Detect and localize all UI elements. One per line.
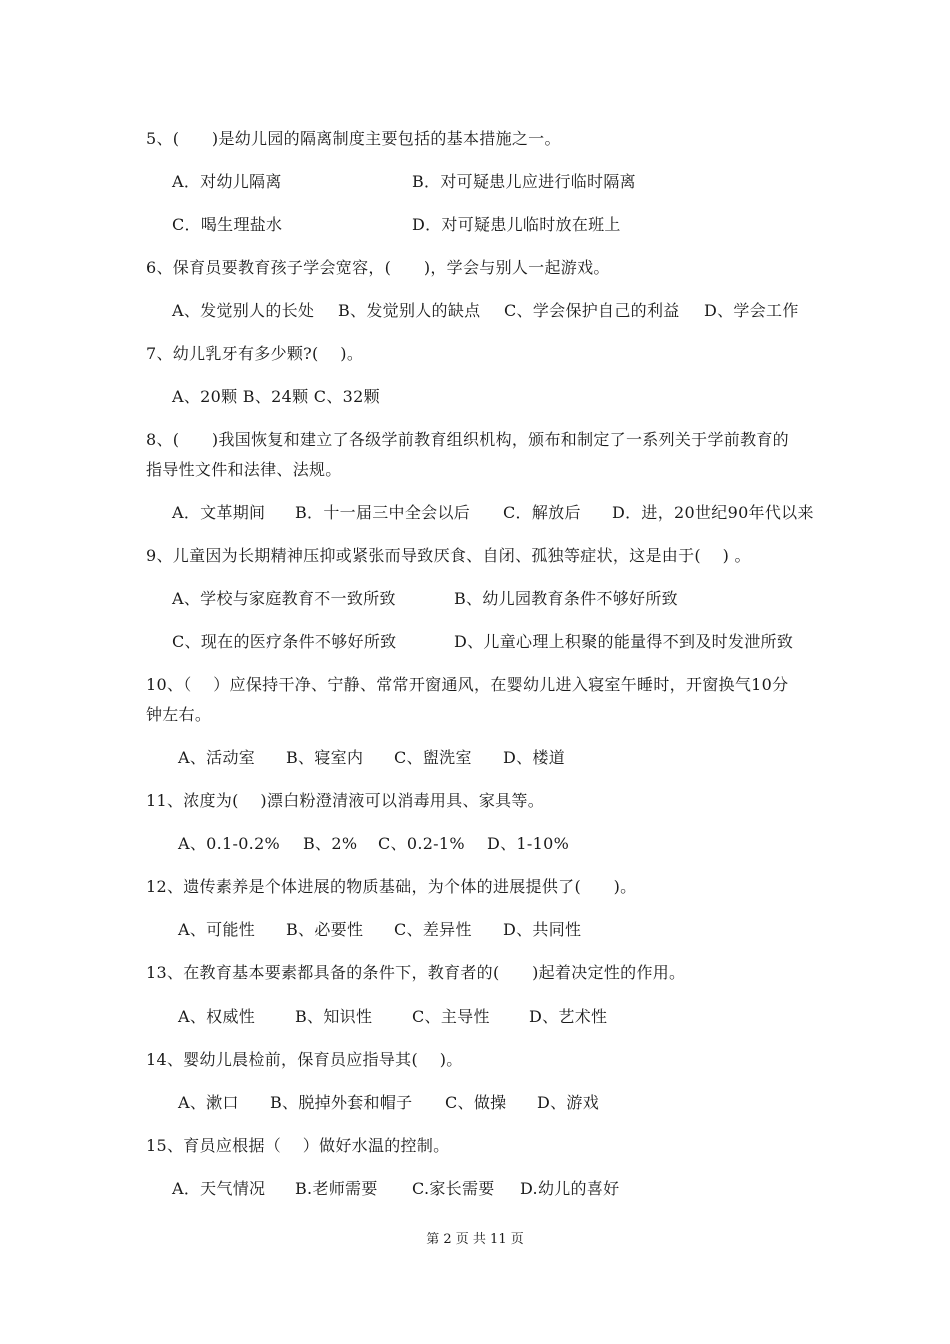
question-6-option-d: D、学会工作	[704, 301, 799, 320]
question-13-option-c: C、主导性	[412, 1007, 490, 1026]
question-12-option-d: D、共同性	[503, 920, 582, 939]
question-12-option-b: B、必要性	[286, 920, 364, 939]
question-9-stem: 9、儿童因为长期精神压抑或紧张而导致厌食、自闭、孤独等症状，这是由于( ) 。	[146, 546, 751, 565]
question-5-option-c: C．喝生理盐水	[172, 215, 283, 234]
question-10-option-d: D、楼道	[503, 748, 566, 767]
question-14-option-d: D、游戏	[537, 1093, 600, 1112]
question-6-option-b: B、发觉别人的缺点	[338, 301, 481, 320]
question-9-option-d: D、儿童心理上积聚的能量得不到及时发泄所致	[454, 632, 794, 651]
question-5-option-a: A．对幼儿隔离	[172, 172, 282, 191]
question-8-option-c: C．解放后	[503, 503, 581, 522]
question-11-option-a: A、0.1-0.2%	[178, 834, 281, 853]
question-10-stem-line-1: 10、（ ）应保持干净、宁静、常常开窗通风，在婴幼儿进入寝室午睡时，开窗换气10分	[146, 675, 789, 694]
question-14-option-b: B、脱掉外套和帽子	[270, 1093, 413, 1112]
question-8-option-b: B．十一届三中全会以后	[295, 503, 471, 522]
question-10-stem-line-2: 钟左右。	[146, 705, 212, 724]
question-12-option-c: C、差异性	[394, 920, 472, 939]
question-11-option-d: D、1-10%	[487, 834, 570, 853]
question-9-option-c: C、现在的医疗条件不够好所致	[172, 632, 397, 651]
question-7-options: A、20颗 B、24颗 C、32颗	[172, 387, 380, 406]
question-6-option-a: A、发觉别人的长处	[172, 301, 315, 320]
question-10-option-a: A、活动室	[178, 748, 256, 767]
question-11-option-b: B、2%	[303, 834, 358, 853]
question-8-option-d: D．进，20世纪90年代以来	[612, 503, 814, 522]
question-8-option-a: A．文革期间	[172, 503, 266, 522]
question-9-option-a: A、学校与家庭教育不一致所致	[172, 589, 396, 608]
question-5-stem: 5、( )是幼儿园的隔离制度主要包括的基本措施之一。	[146, 129, 561, 148]
question-5-option-d: D．对可疑患儿临时放在班上	[412, 215, 621, 234]
question-13-option-a: A、权威性	[178, 1007, 256, 1026]
question-11-option-c: C、0.2-1%	[378, 834, 465, 853]
question-13-option-b: B、知识性	[295, 1007, 373, 1026]
question-15-stem: 15、育员应根据（ ）做好水温的控制。	[146, 1136, 450, 1155]
question-15-option-c: C.家长需要	[412, 1179, 495, 1198]
question-6-option-c: C、学会保护自己的利益	[504, 301, 680, 320]
question-13-option-d: D、艺术性	[529, 1007, 608, 1026]
question-13-stem: 13、在教育基本要素都具备的条件下，教育者的( )起着决定性的作用。	[146, 963, 686, 982]
question-14-stem: 14、婴幼儿晨检前，保育员应指导其( )。	[146, 1050, 463, 1069]
question-14-option-c: C、做操	[445, 1093, 507, 1112]
question-14-option-a: A、漱口	[178, 1093, 239, 1112]
question-12-stem: 12、遗传素养是个体进展的物质基础，为个体的进展提供了( )。	[146, 877, 637, 896]
question-10-option-b: B、寝室内	[286, 748, 364, 767]
question-15-option-a: A．天气情况	[172, 1179, 266, 1198]
question-7-stem: 7、幼儿乳牙有多少颗?( )。	[146, 344, 364, 363]
question-9-option-b: B、幼儿园教育条件不够好所致	[454, 589, 678, 608]
question-8-stem-line-1: 8、( )我国恢复和建立了各级学前教育组织机构，颁布和制定了一系列关于学前教育的	[146, 430, 789, 449]
question-11-stem: 11、浓度为( )漂白粉澄清液可以消毒用具、家具等。	[146, 791, 545, 810]
question-15-option-d: D.幼儿的喜好	[520, 1179, 620, 1198]
question-8-stem-line-2: 指导性文件和法律、法规。	[146, 460, 342, 479]
question-12-option-a: A、可能性	[178, 920, 256, 939]
question-15-option-b: B.老师需要	[295, 1179, 378, 1198]
question-10-option-c: C、盥洗室	[394, 748, 472, 767]
page-footer: 第 2 页 共 11 页	[426, 1232, 524, 1247]
question-5-option-b: B．对可疑患儿应进行临时隔离	[412, 172, 636, 191]
question-6-stem: 6、保育员要教育孩子学会宽容，( )，学会与别人一起游戏。	[146, 258, 610, 277]
